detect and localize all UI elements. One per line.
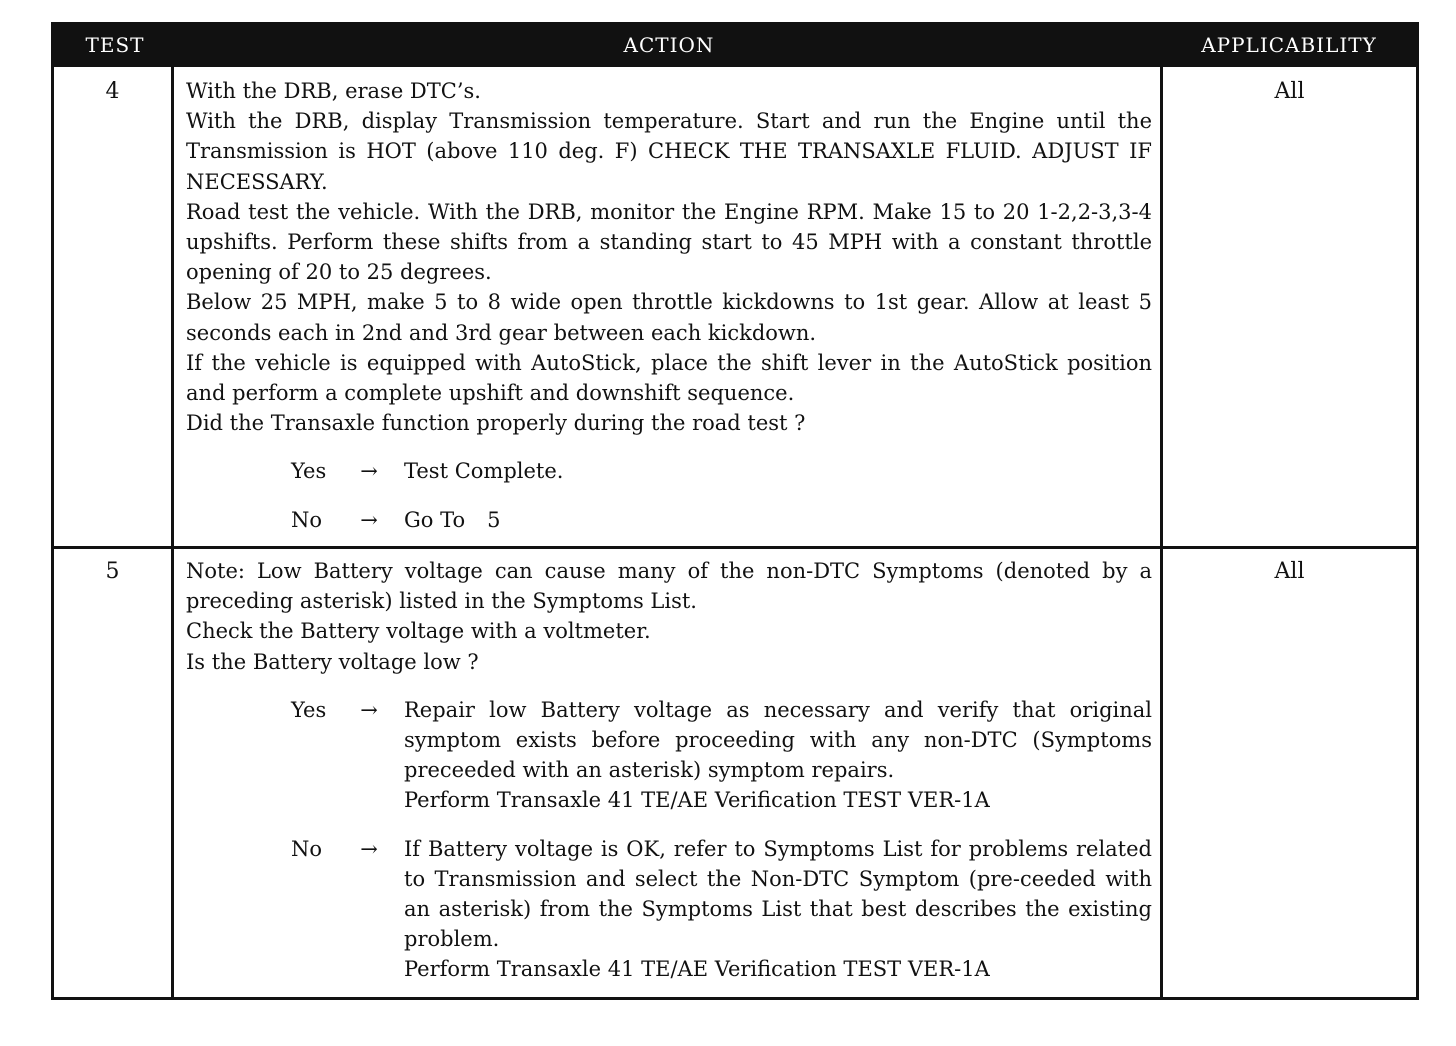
answer-text [404, 505, 1152, 535]
answer-yes [186, 695, 1152, 816]
action-step: Check the Battery voltage with a voltmeter. [186, 619, 651, 644]
answer-no [186, 505, 1152, 535]
answer-label: Yes [291, 697, 327, 722]
goto-test-number: 5 [487, 507, 501, 532]
answer-body [404, 834, 1152, 985]
action-step: With the DRB, display Transmission temperature. Start and run the Engine until the Transmission is HOT (above 110 deg. F) CHECK THE TRANSAXLE FLUID. ADJUST IF NECESSARY. [186, 109, 1152, 194]
action-cell [174, 67, 1163, 547]
applicability-value: All [1274, 559, 1305, 584]
applicability-value: All [1274, 79, 1305, 104]
table-header [54, 25, 1416, 67]
answer-text: Test Complete. [404, 459, 564, 484]
answer-label: No [291, 836, 323, 861]
answer-label: No [291, 507, 323, 532]
action-step: With the DRB, erase DTC’s. [186, 79, 481, 103]
answer-verification: Perform Transaxle 41 TE/AE Verification TEST VER-1A [404, 788, 990, 813]
answer-label: Yes [291, 459, 327, 484]
header-test: TEST [85, 33, 145, 57]
answer-no [186, 834, 1152, 985]
table-row [54, 547, 1416, 997]
answer-body [404, 695, 1152, 816]
action-step: If the vehicle is equipped with AutoStick, place the shift lever in the AutoStick position and perform a complete upshift and downshift sequence. [186, 350, 1152, 406]
action-note: Note: Low Battery voltage can cause many of the non-DTC Symptoms (denoted by a preceding asterisk) listed in the Symptoms List. [186, 559, 1152, 614]
answer-text: If Battery voltage is OK, refer to Symptoms List for problems related to Transmission and select the Non-DTC Symptom (pre-ceeded with an asterisk) from the Symptoms List that best describes the existing problem. [404, 836, 1152, 952]
table-row [54, 67, 1416, 547]
answer-yes [186, 456, 1152, 486]
action-question: Is the Battery voltage low ? [186, 649, 479, 674]
answer-body [404, 456, 1152, 486]
action-step: Below 25 MPH, make 5 to 8 wide open throttle kickdowns to 1st gear. Allow at least 5 seconds each in 2nd and 3rd gear between each kickdown. [186, 290, 1152, 345]
answer-body [404, 505, 1152, 535]
goto-text: Go To [404, 507, 466, 532]
action-step: Road test the vehicle. With the DRB, monitor the Engine RPM. Make 15 to 20 1-2,2-3,3-4 upshifts. Perform these shifts from a standing start to 45 MPH with a constant throttle opening of 20 to 25 degrees. [186, 199, 1152, 285]
header-applicability: APPLICABILITY [1201, 33, 1377, 57]
arrow-right-icon: → [360, 836, 378, 861]
action-question: Did the Transaxle function properly during the road test ? [186, 411, 806, 436]
arrow-right-icon: → [360, 697, 378, 722]
test-number: 4 [54, 67, 174, 547]
arrow-right-icon: → [360, 459, 378, 484]
arrow-right-icon: → [360, 507, 378, 532]
answer-verification: Perform Transaxle 41 TE/AE Verification TEST VER-1A [404, 957, 990, 982]
test-number: 5 [54, 547, 174, 997]
diagnostic-test-table [51, 22, 1419, 1000]
header-action: ACTION [623, 33, 715, 57]
answer-text: Repair low Battery voltage as necessary and verify that original symptom exists before proceeding with any non-DTC (Symptoms preceeded with an asterisk) symptom repairs. [404, 697, 1152, 783]
action-cell [174, 547, 1163, 997]
